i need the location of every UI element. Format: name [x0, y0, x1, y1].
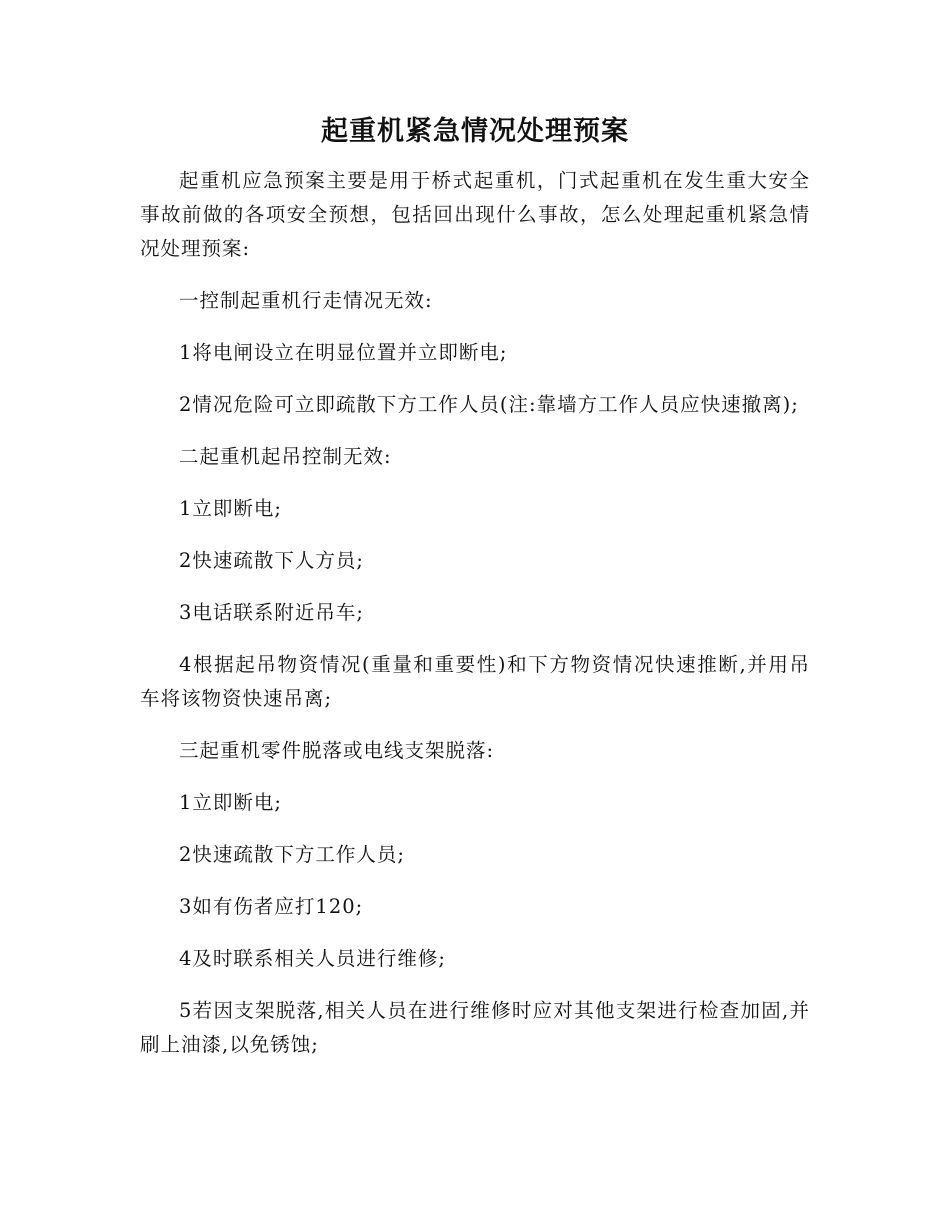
list-item: 4根据起吊物资情况(重量和重要性)和下方物资情况快速推断,并用吊车将该物资快速吊离; — [140, 653, 810, 710]
list-item: 1立即断电; — [179, 497, 282, 520]
list-item: 4及时联系相关人员进行维修; — [179, 947, 446, 970]
section-heading-1: 一控制起重机行走情况无效: — [179, 289, 433, 312]
list-item: 3如有伤者应打120; — [179, 895, 364, 918]
list-item: 2情况危险可立即疏散下方工作人员(注:靠墙方工作人员应快速撤离); — [179, 393, 799, 416]
section-heading-2: 二起重机起吊控制无效: — [179, 445, 392, 468]
section-heading-3: 三起重机零件脱落或电线支架脱落: — [179, 739, 495, 762]
list-item: 1将电闸设立在明显位置并立即断电; — [179, 341, 508, 364]
list-item: 1立即断电; — [179, 791, 282, 814]
list-item: 2快速疏散下人方员; — [179, 549, 364, 572]
list-item: 2快速疏散下方工作人员; — [179, 843, 405, 866]
document-title: 起重机紧急情况处理预案 — [321, 116, 629, 147]
list-item: 5若因支架脱落,相关人员在进行维修时应对其他支架进行检查加固,并刷上油漆,以免锈蚀; — [140, 999, 810, 1056]
list-item: 3电话联系附近吊车; — [179, 601, 364, 624]
document-page — [140, 0, 810, 1062]
intro-paragraph: 起重机应急预案主要是用于桥式起重机，门式起重机在发生重大安全事故前做的各项安全预想，包括回出现什么事故，怎么处理起重机紧急情况处理预案: — [140, 169, 810, 260]
